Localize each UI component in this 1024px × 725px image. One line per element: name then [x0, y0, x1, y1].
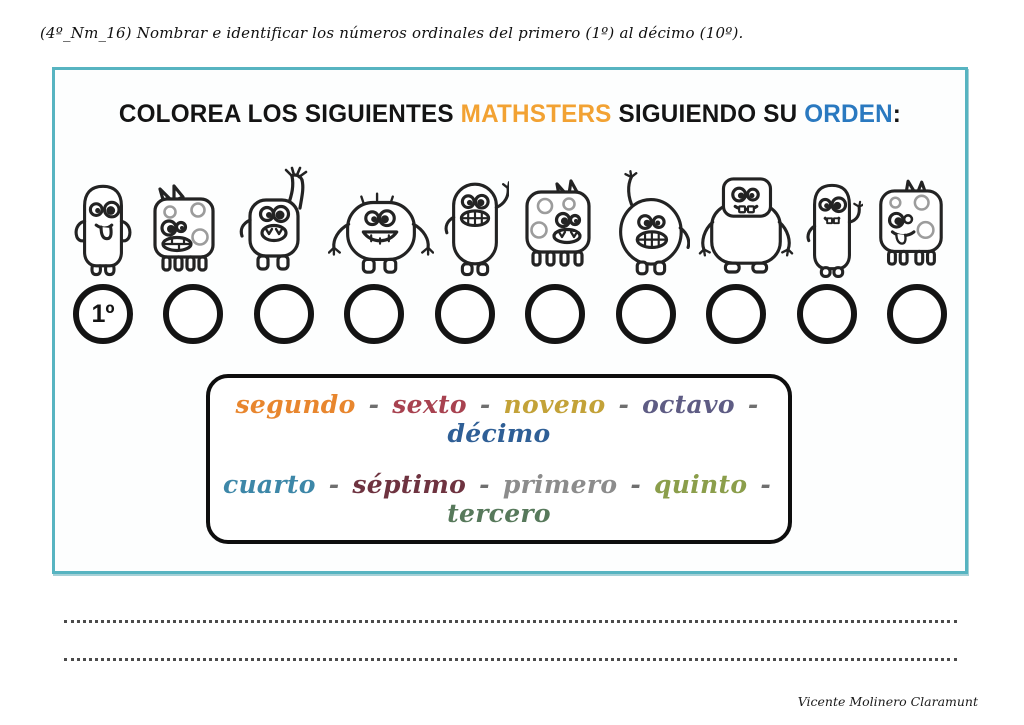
title-highlight-orden: ORDEN — [804, 100, 893, 128]
header-note: (4º_Nm_16) Nombrar e identificar los números ordinales del primero (1º) al décimo (10º). — [40, 24, 744, 42]
ordinal-word-sexto: sexto — [392, 390, 467, 419]
monster-9-illustration — [801, 178, 863, 278]
order-circle-2 — [163, 284, 223, 344]
ordinal-word-primero: primero — [502, 470, 618, 499]
word-separator: - — [738, 390, 759, 419]
answer-line-2 — [64, 658, 957, 661]
monster-2-illustration — [143, 180, 221, 278]
word-separator: - — [319, 470, 349, 499]
monster-5-illustration — [441, 172, 509, 278]
word-separator: - — [470, 390, 500, 419]
title-text-3: : — [892, 100, 902, 128]
worksheet-title — [69, 100, 952, 129]
order-circle-8 — [706, 284, 766, 344]
ordinal-word-decimo: décimo — [447, 419, 551, 448]
monsters-row — [71, 156, 949, 278]
monster-1-illustration — [71, 178, 135, 278]
word-separator: - — [751, 470, 772, 499]
word-separator: - — [621, 470, 650, 499]
order-circle-7 — [616, 284, 676, 344]
word-box — [206, 374, 792, 544]
monster-4-illustration — [328, 180, 434, 278]
monster-10-illustration — [871, 178, 949, 278]
order-circle-label: 1º — [91, 299, 115, 328]
word-row-1 — [210, 390, 788, 448]
order-circle-6 — [525, 284, 585, 344]
author-credit: Vicente Molinero Claramunt — [797, 694, 978, 709]
order-circle-5 — [435, 284, 495, 344]
ordinal-word-septimo: séptimo — [352, 470, 467, 499]
word-separator: - — [359, 390, 389, 419]
monster-3-illustration — [228, 166, 320, 278]
order-circle-10 — [887, 284, 947, 344]
answer-line-1 — [64, 620, 957, 623]
order-circle-4 — [344, 284, 404, 344]
order-circle-3 — [254, 284, 314, 344]
worksheet-frame — [52, 67, 968, 574]
title-text-2: SIGUIENDO SU — [611, 100, 805, 128]
title-highlight-mathsters: MATHSTERS — [460, 100, 612, 128]
ordinal-word-quinto: quinto — [654, 470, 748, 499]
order-circle-9 — [797, 284, 857, 344]
ordinal-word-tercero: tercero — [447, 499, 551, 528]
order-circles-row — [73, 284, 947, 344]
ordinal-word-segundo: segundo — [235, 390, 356, 419]
word-separator: - — [609, 390, 639, 419]
ordinal-word-cuarto: cuarto — [222, 470, 316, 499]
ordinal-word-octavo: octavo — [642, 390, 735, 419]
word-row-2 — [210, 470, 788, 528]
ordinal-word-noveno: noveno — [503, 390, 606, 419]
order-circle-1 — [73, 284, 133, 344]
monster-8-illustration — [698, 170, 794, 278]
word-separator: - — [470, 470, 499, 499]
title-text-1: COLOREA LOS SIGUIENTES — [118, 100, 461, 128]
monster-6-illustration — [517, 178, 597, 278]
monster-7-illustration — [604, 170, 690, 278]
